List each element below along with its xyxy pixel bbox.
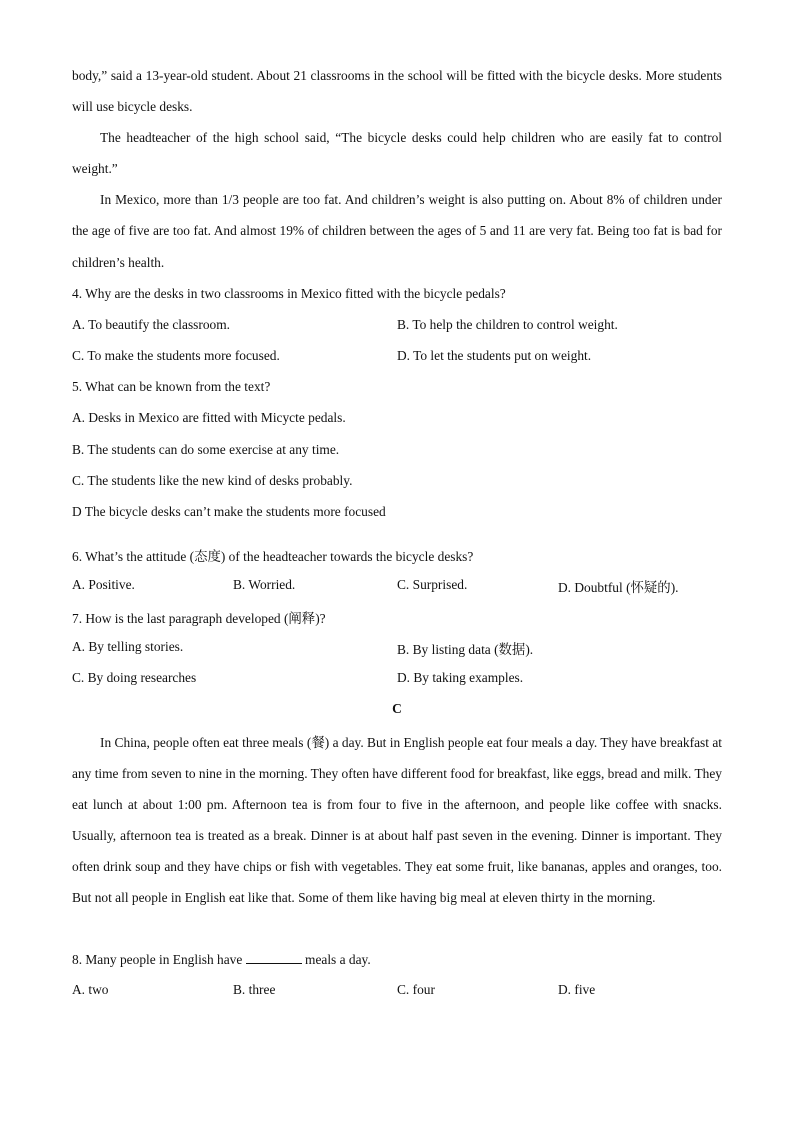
question-4-option-c[interactable]: C. To make the students more focused.: [72, 348, 280, 363]
answer-blank[interactable]: [246, 951, 302, 964]
passage-b-paragraph-1: body,” said a 13-year-old student. About 21 classrooms in the school will be fitted with the bicycle desks. More students will use bicycle desks.: [72, 68, 722, 115]
question-7-option-a[interactable]: A. By telling stories.: [72, 639, 184, 654]
question-8-option-d[interactable]: D. five: [558, 982, 596, 997]
question-6-stem: 6. What’s the attitude (态度) of the headteacher towards the bicycle desks?: [72, 549, 474, 564]
question-8-option-c[interactable]: C. four: [397, 982, 435, 997]
question-7-stem: 7. How is the last paragraph developed (阐释)?: [72, 611, 326, 626]
section-c-heading: C: [392, 701, 402, 716]
question-4-option-b[interactable]: B. To help the children to control weight.: [397, 317, 618, 332]
question-8-stem: [72, 951, 371, 968]
question-4-stem: 4. Why are the desks in two classrooms in Mexico fitted with the bicycle pedals?: [72, 286, 506, 301]
question-7-option-b[interactable]: B. By listing data (数据).: [397, 642, 534, 657]
question-6-option-d[interactable]: D. Doubtful (怀疑的).: [558, 580, 679, 595]
passage-c-paragraph: In China, people often eat three meals (餐) a day. But in English people eat four meals a day. They have breakfast at any time from seven to nine in the morning. They often have different food for breakfast, like eggs, bread and milk. They eat lunch at about 1:00 pm. Afternoon tea is from four to five in the afternoon, and people like coffee with snacks. Usually, afternoon tea is treated as a break. Dinner is at about half past seven in the evening. Dinner is important. They often drink soup and they have chips or fish with vegetables. They eat some fruit, like bananas, apples and oranges, too. But not all people in English eat like that. Some of them like having big meal at eleven thirty in the morning.: [72, 735, 722, 906]
question-5-option-d[interactable]: D The bicycle desks can’t make the students more focused: [72, 504, 386, 519]
question-5-stem: 5. What can be known from the text?: [72, 379, 271, 394]
question-6-option-b[interactable]: B. Worried.: [233, 577, 296, 592]
question-7-option-d[interactable]: D. By taking examples.: [397, 670, 524, 685]
question-5-option-a[interactable]: A. Desks in Mexico are fitted with Micycte pedals.: [72, 410, 346, 425]
passage-c-body: [72, 727, 722, 914]
question-6-option-c[interactable]: C. Surprised.: [397, 577, 468, 592]
question-5-option-b[interactable]: B. The students can do some exercise at any time.: [72, 442, 340, 457]
passage-b-paragraph-3: In Mexico, more than 1/3 people are too fat. And children’s weight is also putting on. About 8% of children under the age of five are too fat. And almost 19% of children between the ages of 5 and 11 are very fat. Being too fat is bad for children’s health.: [72, 192, 722, 270]
question-7-option-c[interactable]: C. By doing researches: [72, 670, 197, 685]
question-8-stem-start: 8. Many people in English have: [72, 952, 246, 967]
question-5-option-c[interactable]: C. The students like the new kind of desks probably.: [72, 473, 353, 488]
question-4-option-a[interactable]: A. To beautify the classroom.: [72, 317, 230, 332]
question-4-option-d[interactable]: D. To let the students put on weight.: [397, 348, 592, 363]
passage-b-paragraph-2: The headteacher of the high school said, “The bicycle desks could help children who are easily fat to control weight.”: [72, 130, 722, 177]
question-8-option-b[interactable]: B. three: [233, 982, 276, 997]
question-8-option-a[interactable]: A. two: [72, 982, 109, 997]
question-6-option-a[interactable]: A. Positive.: [72, 577, 135, 592]
question-8-stem-end: meals a day.: [301, 952, 371, 967]
passage-b-body: [72, 60, 722, 278]
